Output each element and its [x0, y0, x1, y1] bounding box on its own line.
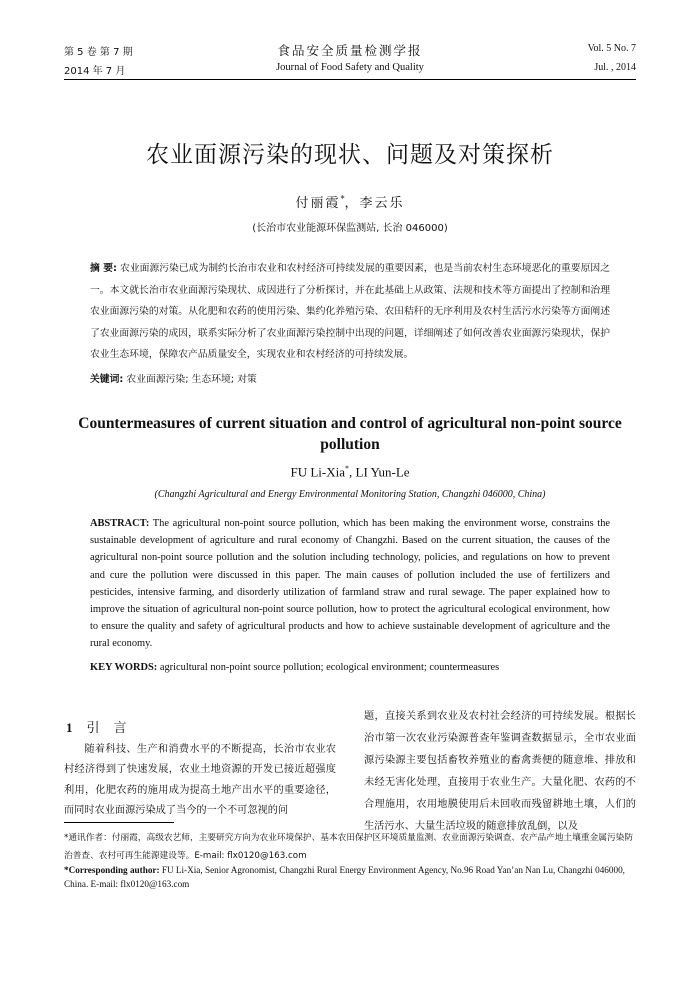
paper-title-cn: 农业面源污染的现状、问题及对策探析 — [146, 142, 554, 168]
footnote-cn: *通讯作者：付丽霞，高级农艺师，主要研究方向为农业环境保护、基本农田保护区环境质量监测、农业面源污染调查、农产品产地土壤重金属污染防治普查、农村可再生能源建设等。E-mail: flx0120@163.com — [64, 833, 634, 861]
date-cn: 2014 年 7 月 — [64, 66, 126, 77]
affiliation-cn: (长治市农业能源环保监测站, 长治 046000) — [252, 223, 448, 234]
authors-en — [64, 464, 636, 480]
abstract-text: 农业面源污染已成为制约长治市农业和农村经济可持续发展的重要因素，也是当前农村生态环境恶化的重要原因之一。本文就长治市农业面源污染现状、成因进行了分析探讨，并在此基础上从政策、法规和技术等方面提出了控制和治理农业面源污染的对策。从化肥和农药的使用污染、集约化养殖污染、农田秸秆的无序利用及农村生活污水污染等方面阐述了农业面源污染的成因，联系实际分析了农业面源污染控制中出现的问题，详细阐述了如何改善农业面源污染现状，保护农业生态环境，保障农产品质量安全，实现农业和农村经济的可持续发展。 — [90, 263, 610, 360]
section-heading — [66, 717, 141, 736]
keywords-label: 关键词: — [90, 374, 124, 385]
footnote-rule — [64, 822, 174, 823]
section-title: 引言 — [86, 721, 141, 736]
abstract-label: 摘 要: — [90, 263, 117, 274]
keywords-label: KEY WORDS: — [90, 662, 158, 673]
body-column-right: 题，直接关系到农业及农村社会经济的可持续发展。根据长治市第一次农业污染源普查年鉴调查数据显示，全市农业面源污染源主要包括畜牧养殖业的畜禽粪便的随意堆、排放和未经无害化处理，直接用于农业生产。大量化肥、农药的不合理施用，农用地膜使用后未回收而残留耕地土壤，人们的生活污水、大量生活垃圾的随意排放乱倒，以及 — [364, 711, 636, 832]
header-rule — [64, 79, 636, 80]
author-name: , LI Yun-Le — [349, 464, 410, 480]
keywords-text: agricultural non-point source pollution; ecological environment; countermeasures — [157, 662, 500, 673]
paper-title-en: Countermeasures of current situation and control of agricultural non-point source pollution — [78, 415, 622, 453]
keywords-cn — [90, 372, 610, 388]
corresponding-mark: * — [340, 194, 345, 204]
author-name: 付丽霞 — [295, 196, 341, 211]
abstract-cn — [90, 258, 610, 366]
author-name: ，李云乐 — [344, 196, 405, 211]
keywords-text: 农业面源污染; 生态环境; 对策 — [123, 374, 257, 385]
volume-cn: 第 5 卷 第 7 期 — [64, 47, 133, 58]
footnote-text: FU Li-Xia, Senior Agronomist, Changzhi Rural Energy Environment Agency, No.96 Road Yan’an Nan Lu, Changzhi 046000, China. E-mail: flx0120@163.com — [64, 865, 625, 889]
abstract-text: The agricultural non-point source pollution, which has been making the environment worse, constrains the sustainable development of agriculture and rural economy of Changzhi. Based on the current situation, the causes of the agricultural non-point source pollution and the solution including technology, policies, and regulations on how to prevent and cure the pollution were discussed in this paper. The main causes of pollution included the use of fertilizers and pesticides, intensive farming, and disorderly utilization of farmland straw and rural sewage. The paper explained how to improve the situation of agricultural non-point source pollution, how to protect the agricultural ecological environment, how to ensure the quality and safety of agricultural products and how to achieve sustainable development of agriculture and the rural economy. — [90, 518, 610, 650]
journal-name-cn: 食品安全质量检测学报 — [277, 43, 423, 58]
section-number: 1 — [66, 720, 73, 735]
body-column-left: 随着科技、生产和消费水平的不断提高，长治市农业农村经济得到了快速发展，农业土地资源的开发已接近超强度利用，化肥农药的施用成为提高土地产出水平的重要途径，而同时农业面源污染成了当今的一个不可忽视的问 — [64, 744, 336, 816]
keywords-en — [90, 660, 610, 676]
affiliation-text: (Changzhi Agricultural and Energy Environmental Monitoring Station, Changzhi 046000, China) — [154, 489, 546, 500]
footnote-label: *Corresponding author: — [64, 865, 160, 875]
author-name: FU Li-Xia — [290, 464, 345, 480]
affiliation-en — [64, 489, 636, 500]
running-header — [64, 40, 636, 80]
date-en: Jul. , 2014 — [594, 62, 636, 73]
volume-en: Vol. 5 No. 7 — [587, 43, 636, 54]
corresponding-mark: * — [345, 464, 349, 473]
authors-cn — [64, 192, 636, 211]
abstract-label: ABSTRACT: — [90, 518, 150, 529]
abstract-en — [90, 515, 610, 653]
journal-name-en: Journal of Food Safety and Quality — [276, 62, 424, 73]
footnote-en — [64, 863, 636, 891]
